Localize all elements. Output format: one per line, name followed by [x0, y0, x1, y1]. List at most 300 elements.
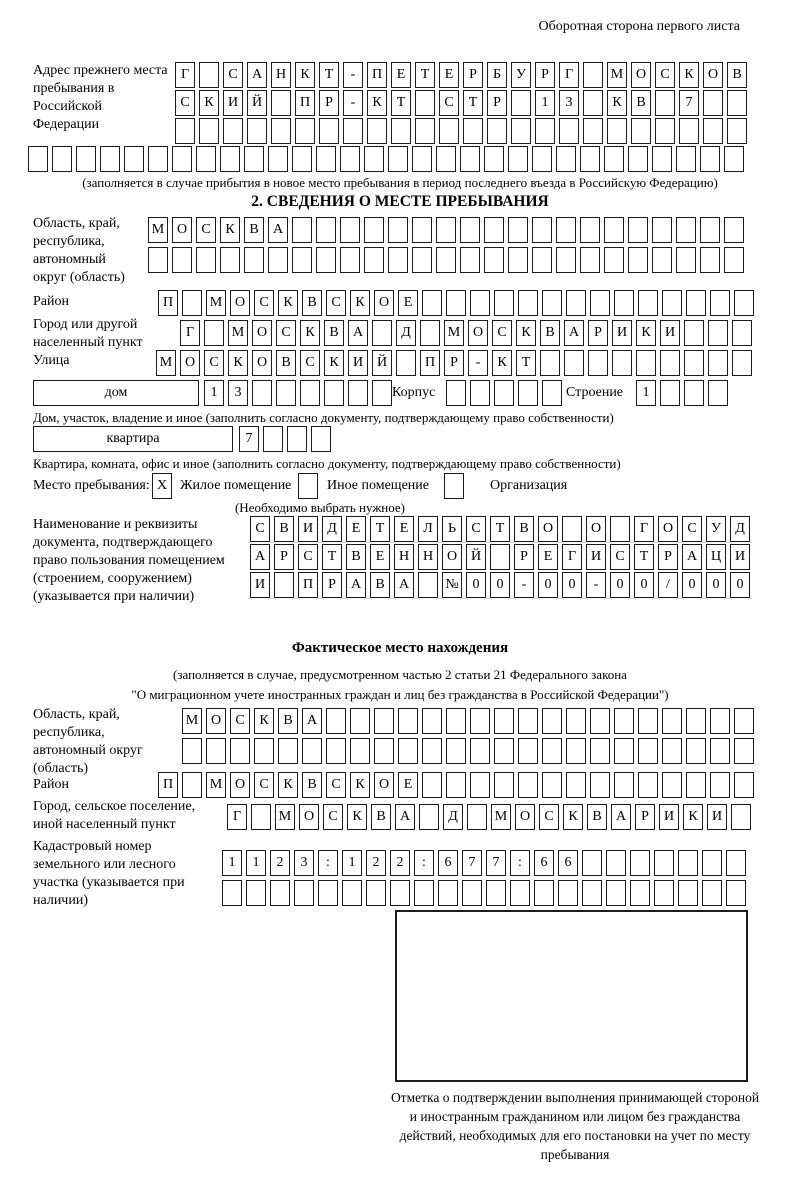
char-cell [660, 350, 680, 376]
char-cell: Т [391, 90, 411, 116]
char-cell: И [660, 320, 680, 346]
char-cell [364, 217, 384, 243]
char-cell [350, 738, 370, 764]
char-cell: А [302, 708, 322, 734]
char-cell [311, 426, 331, 452]
char-cell [532, 217, 552, 243]
char-cell [52, 146, 72, 172]
char-cell: К [516, 320, 536, 346]
char-cell [628, 247, 648, 273]
char-cell [734, 290, 754, 316]
char-cell: С [204, 350, 224, 376]
char-cell [703, 118, 723, 144]
checkbox-organization[interactable] [444, 473, 464, 499]
char-cell: 3 [559, 90, 579, 116]
char-cell: 7 [679, 90, 699, 116]
char-cell: И [298, 516, 318, 542]
fact-note-line1: (заполняется в случае, предусмотренном частью 2 статьи 21 Федерального закона [173, 667, 627, 682]
char-cell [662, 290, 682, 316]
char-cell: В [587, 804, 607, 830]
char-cell: О [180, 350, 200, 376]
char-cell: Р [322, 572, 342, 598]
char-cell: К [636, 320, 656, 346]
kadastr-row [222, 850, 746, 876]
char-cell [446, 708, 466, 734]
char-cell [727, 118, 747, 144]
char-cell: Е [346, 516, 366, 542]
char-cell [182, 738, 202, 764]
char-cell: И [348, 350, 368, 376]
char-cell [508, 247, 528, 273]
char-cell: № [442, 572, 462, 598]
char-cell: 6 [534, 850, 554, 876]
oblast-row [148, 247, 744, 273]
char-cell: О [374, 772, 394, 798]
char-cell: С [175, 90, 195, 116]
char-cell: К [324, 350, 344, 376]
char-cell [708, 380, 728, 406]
char-cell [628, 146, 648, 172]
char-cell [652, 217, 672, 243]
char-cell [340, 146, 360, 172]
char-cell [470, 290, 490, 316]
char-cell: А [346, 572, 366, 598]
char-cell: 1 [222, 850, 242, 876]
char-cell: К [350, 290, 370, 316]
char-cell: Ц [706, 544, 726, 570]
char-cell [420, 320, 440, 346]
char-cell [518, 772, 538, 798]
char-cell: 0 [682, 572, 702, 598]
char-cell: Г [180, 320, 200, 346]
char-cell [76, 146, 96, 172]
char-cell: Д [443, 804, 463, 830]
char-cell: 6 [558, 850, 578, 876]
organization-label: Организация [490, 478, 568, 493]
char-cell [172, 247, 192, 273]
char-cell [278, 738, 298, 764]
fact-place-title: Фактическое место нахождения [291, 640, 509, 656]
char-cell: М [228, 320, 248, 346]
char-cell [494, 290, 514, 316]
char-cell: Н [418, 544, 438, 570]
char-cell [148, 247, 168, 273]
char-cell [460, 146, 480, 172]
char-cell: О [586, 516, 606, 542]
char-cell [470, 708, 490, 734]
char-cell [654, 850, 674, 876]
char-cell: К [278, 290, 298, 316]
char-cell: Р [588, 320, 608, 346]
char-cell: Е [394, 516, 414, 542]
char-cell [583, 62, 603, 88]
char-cell [295, 118, 315, 144]
char-cell: 1 [342, 850, 362, 876]
char-cell [364, 146, 384, 172]
char-cell: 3 [294, 850, 314, 876]
char-cell [542, 290, 562, 316]
char-cell [700, 217, 720, 243]
char-cell [710, 772, 730, 798]
char-cell [676, 146, 696, 172]
char-cell: К [607, 90, 627, 116]
char-cell [590, 738, 610, 764]
char-cell: 1 [535, 90, 555, 116]
char-cell [422, 290, 442, 316]
char-cell: К [254, 708, 274, 734]
char-cell [271, 118, 291, 144]
char-cell: П [158, 290, 178, 316]
char-cell: У [511, 62, 531, 88]
char-cell [590, 290, 610, 316]
char-cell: С [466, 516, 486, 542]
doc-row [250, 572, 750, 598]
char-cell [462, 880, 482, 906]
char-cell: У [706, 516, 726, 542]
char-cell: П [367, 62, 387, 88]
char-cell [702, 850, 722, 876]
char-cell: В [370, 572, 390, 598]
char-cell [246, 880, 266, 906]
kvartira-caption: Квартира, комната, офис и иное (заполнить согласно документу, подтверждающему право собственности) [33, 456, 621, 471]
char-cell [494, 738, 514, 764]
char-cell [182, 290, 202, 316]
char-cell: Е [391, 62, 411, 88]
char-cell [582, 880, 602, 906]
doc-row [250, 516, 750, 542]
fact-oblast-row [182, 738, 754, 764]
char-cell: С [326, 772, 346, 798]
kvartira-box-label: квартира [33, 426, 233, 452]
char-cell: Т [463, 90, 483, 116]
char-cell [734, 738, 754, 764]
char-cell [446, 772, 466, 798]
char-cell [678, 880, 698, 906]
char-cell [206, 738, 226, 764]
char-cell [390, 880, 410, 906]
char-cell: О [468, 320, 488, 346]
char-cell [374, 738, 394, 764]
char-cell [638, 772, 658, 798]
char-cell [518, 380, 538, 406]
ulitsa-label: Улица [33, 353, 70, 368]
char-cell: Й [466, 544, 486, 570]
char-cell [610, 516, 630, 542]
char-cell: И [730, 544, 750, 570]
fact-oblast-row [182, 708, 754, 734]
char-cell: Ь [442, 516, 462, 542]
char-cell: Е [370, 544, 390, 570]
char-cell [204, 320, 224, 346]
char-cell [566, 290, 586, 316]
char-cell [532, 146, 552, 172]
char-cell [508, 217, 528, 243]
char-cell: Р [635, 804, 655, 830]
char-cell [510, 880, 530, 906]
dom-caption: Дом, участок, владение и иное (заполнить согласно документу, подтверждающему право собственности) [33, 410, 614, 425]
char-cell: Е [398, 772, 418, 798]
korpus-cells [446, 380, 562, 406]
char-cell: Г [175, 62, 195, 88]
char-cell [566, 708, 586, 734]
char-cell [364, 247, 384, 273]
char-cell: М [275, 804, 295, 830]
char-cell: О [658, 516, 678, 542]
fact-gorod-label: Город, сельское поселение, иной населенный пункт [33, 799, 196, 832]
char-cell [660, 380, 680, 406]
char-cell: С [254, 772, 274, 798]
char-cell: - [343, 62, 363, 88]
char-cell: 0 [610, 572, 630, 598]
char-cell [374, 708, 394, 734]
char-cell: 2 [366, 850, 386, 876]
char-cell: 2 [390, 850, 410, 876]
char-cell [199, 62, 219, 88]
char-cell [484, 217, 504, 243]
char-cell [350, 708, 370, 734]
char-cell: Д [730, 516, 750, 542]
char-cell [638, 290, 658, 316]
char-cell: 0 [730, 572, 750, 598]
char-cell: М [206, 290, 226, 316]
char-cell [727, 90, 747, 116]
char-cell: О [230, 772, 250, 798]
char-cell [436, 247, 456, 273]
char-cell: 0 [538, 572, 558, 598]
char-cell [684, 380, 704, 406]
fact-gorod-row [227, 804, 751, 830]
char-cell [494, 380, 514, 406]
char-cell [446, 290, 466, 316]
char-cell: Р [535, 62, 555, 88]
char-cell: А [247, 62, 267, 88]
char-cell [731, 804, 751, 830]
char-cell [518, 708, 538, 734]
char-cell: Р [514, 544, 534, 570]
char-cell: - [343, 90, 363, 116]
char-cell: Й [372, 350, 392, 376]
char-cell: - [514, 572, 534, 598]
char-cell [446, 738, 466, 764]
char-cell: Г [559, 62, 579, 88]
char-cell [604, 217, 624, 243]
char-cell [244, 146, 264, 172]
char-cell [662, 708, 682, 734]
char-cell: 3 [228, 380, 248, 406]
char-cell [724, 217, 744, 243]
char-cell: В [278, 708, 298, 734]
char-cell: С [254, 290, 274, 316]
confirmation-stamp-box [395, 910, 748, 1082]
char-cell: С [300, 350, 320, 376]
char-cell [566, 772, 586, 798]
char-cell: Р [463, 62, 483, 88]
char-cell [467, 804, 487, 830]
char-cell [28, 146, 48, 172]
char-cell [542, 772, 562, 798]
char-cell [343, 118, 363, 144]
char-cell [726, 850, 746, 876]
char-cell [518, 738, 538, 764]
char-cell: К [228, 350, 248, 376]
char-cell [251, 804, 271, 830]
char-cell [302, 738, 322, 764]
char-cell: Е [398, 290, 418, 316]
residential-label: Жилое помещение [180, 478, 292, 493]
char-cell: А [250, 544, 270, 570]
char-cell: С [539, 804, 559, 830]
char-cell: Т [370, 516, 390, 542]
char-cell: С [276, 320, 296, 346]
char-cell [590, 772, 610, 798]
char-cell: Р [319, 90, 339, 116]
char-cell: Р [487, 90, 507, 116]
char-cell: Г [227, 804, 247, 830]
page-side-note: Оборотная сторона первого листа [538, 19, 740, 34]
doc-row [250, 544, 750, 570]
char-cell [484, 146, 504, 172]
doc-label: Наименование и реквизиты документа, подтверждающего право пользования помещением (строением, сооружением) (указывается при наличии) [33, 517, 225, 604]
char-cell [422, 738, 442, 764]
choose-needed-note: (Необходимо выбрать нужное) [234, 500, 406, 515]
char-cell [100, 146, 120, 172]
char-cell [686, 738, 706, 764]
char-cell [582, 850, 602, 876]
char-cell [708, 350, 728, 376]
char-cell [614, 708, 634, 734]
char-cell [391, 118, 411, 144]
char-cell: Р [444, 350, 464, 376]
char-cell: А [395, 804, 415, 830]
char-cell: С [682, 516, 702, 542]
char-cell: М [206, 772, 226, 798]
char-cell [662, 772, 682, 798]
char-cell [292, 146, 312, 172]
char-cell [415, 118, 435, 144]
stroenie-label: Строение [566, 385, 624, 400]
char-cell: П [420, 350, 440, 376]
korpus-label: Корпус [392, 385, 436, 400]
char-cell [398, 708, 418, 734]
kadastr-row [222, 880, 746, 906]
char-cell [372, 320, 392, 346]
char-cell [414, 880, 434, 906]
char-cell [678, 850, 698, 876]
char-cell: Л [418, 516, 438, 542]
checkbox-other-premises[interactable] [298, 473, 318, 499]
char-cell [630, 850, 650, 876]
char-cell [294, 880, 314, 906]
char-cell: И [612, 320, 632, 346]
char-cell [638, 738, 658, 764]
fact-raion-row [158, 772, 754, 798]
char-cell [230, 738, 250, 764]
char-cell [412, 146, 432, 172]
char-cell [292, 247, 312, 273]
char-cell [686, 708, 706, 734]
char-cell: С [326, 290, 346, 316]
char-cell: А [268, 217, 288, 243]
char-cell [252, 380, 272, 406]
char-cell [124, 146, 144, 172]
char-cell [372, 380, 392, 406]
char-cell [175, 118, 195, 144]
char-cell [470, 738, 490, 764]
char-cell: С [298, 544, 318, 570]
char-cell [348, 380, 368, 406]
char-cell: - [468, 350, 488, 376]
char-cell: Й [247, 90, 267, 116]
fact-oblast-label: Область, край, республика, автономный округ (область) [33, 707, 143, 776]
char-cell [367, 118, 387, 144]
char-cell: В [371, 804, 391, 830]
char-cell: Т [516, 350, 536, 376]
char-cell [470, 380, 490, 406]
char-cell: М [491, 804, 511, 830]
char-cell [316, 217, 336, 243]
char-cell [422, 772, 442, 798]
char-cell [562, 516, 582, 542]
char-cell: О [299, 804, 319, 830]
char-cell [340, 247, 360, 273]
char-cell: М [148, 217, 168, 243]
char-cell: С [439, 90, 459, 116]
kadastr-label: Кадастровый номер земельного или лесного участка (указывается при наличии) [33, 839, 185, 908]
char-cell: М [607, 62, 627, 88]
prev-address-row [28, 146, 744, 172]
char-cell: К [278, 772, 298, 798]
char-cell: 1 [204, 380, 224, 406]
char-cell [558, 880, 578, 906]
char-cell [470, 772, 490, 798]
char-cell [542, 708, 562, 734]
char-cell [556, 217, 576, 243]
char-cell [726, 880, 746, 906]
char-cell [223, 118, 243, 144]
char-cell: К [367, 90, 387, 116]
char-cell [606, 880, 626, 906]
char-cell [182, 772, 202, 798]
char-cell [415, 90, 435, 116]
char-cell: В [324, 320, 344, 346]
char-cell [318, 880, 338, 906]
char-cell: В [274, 516, 294, 542]
char-cell: Г [562, 544, 582, 570]
char-cell: И [659, 804, 679, 830]
char-cell [396, 350, 416, 376]
char-cell: К [300, 320, 320, 346]
char-cell [708, 320, 728, 346]
char-cell: С [223, 62, 243, 88]
char-cell: - [586, 572, 606, 598]
char-cell [590, 708, 610, 734]
char-cell: К [492, 350, 512, 376]
char-cell [422, 708, 442, 734]
char-cell [732, 320, 752, 346]
char-cell [734, 708, 754, 734]
prev-address-row [175, 118, 747, 144]
char-cell [319, 118, 339, 144]
char-cell: И [223, 90, 243, 116]
char-cell [270, 880, 290, 906]
gorod-label: Город или другой населенный пункт [33, 317, 143, 350]
section-2-title: 2. СВЕДЕНИЯ О МЕСТЕ ПРЕБЫВАНИЯ [251, 193, 549, 210]
char-cell: А [348, 320, 368, 346]
char-cell [556, 247, 576, 273]
other-premises-label: Иное помещение [327, 478, 429, 493]
checkbox-residential[interactable]: X [152, 473, 172, 499]
char-cell [276, 380, 296, 406]
